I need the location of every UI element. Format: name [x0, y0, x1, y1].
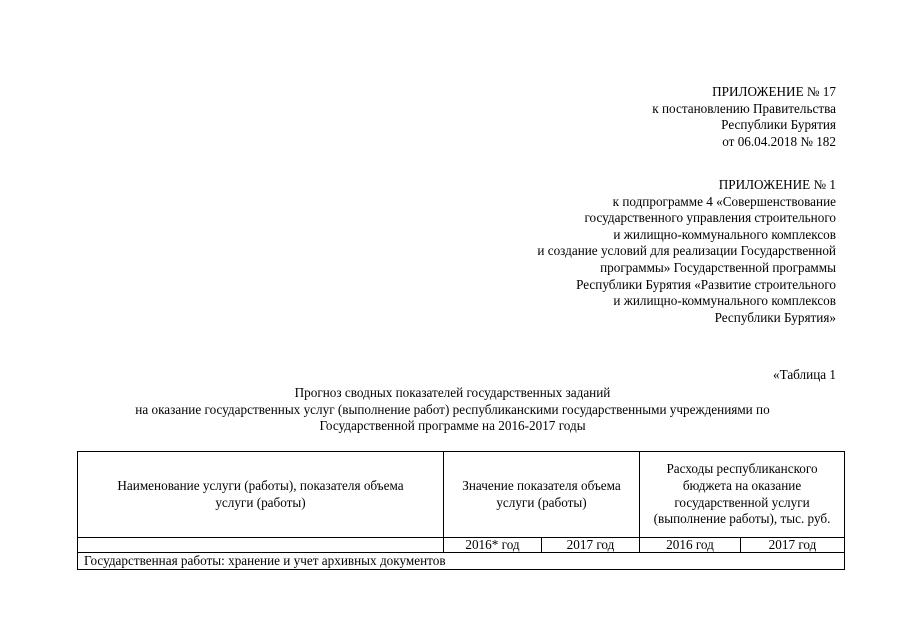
- appendix-1-line: и жилищно-коммунального комплексов: [613, 226, 836, 242]
- title-line: на оказание государственных услуг (выполнение работ) республиканскими государственными учреждениями по: [135, 401, 770, 417]
- appendix-17-date: от 06.04.2018 № 182: [722, 133, 836, 149]
- header-budget-expenses: Расходы республиканского бюджета на оказание государственной услуги (выполнение работы), тыс. руб.: [640, 452, 845, 538]
- appendix-1-line: программы» Государственной программы: [600, 259, 836, 275]
- work-section-title: Государственная работы: хранение и учет архивных документов: [78, 553, 845, 570]
- appendix-1-line: Республики Бурятия»: [714, 309, 836, 325]
- appendix-17-line: к постановлению Правительства: [652, 100, 836, 116]
- header-indicator-value: Значение показателя объема услуги (работы): [444, 452, 640, 538]
- appendix-1-line: и создание условий для реализации Государственной: [537, 243, 836, 259]
- appendix-1-line: государственного управления строительного: [584, 210, 836, 226]
- appendix-17-title: ПРИЛОЖЕНИЕ № 17: [712, 84, 836, 99]
- forecast-table: [77, 451, 845, 570]
- subheader-year: 2017 год: [741, 538, 845, 553]
- appendix-17-header: [652, 84, 836, 150]
- subheader-year: 2016 год: [640, 538, 741, 553]
- appendix-1-header: [537, 177, 836, 326]
- subheader-year: 2017 год: [542, 538, 640, 553]
- appendix-1-title: ПРИЛОЖЕНИЕ № 1: [718, 177, 836, 192]
- document-title: [60, 385, 845, 435]
- title-line: Государственной программе на 2016-2017 годы: [319, 418, 586, 434]
- table-row: [78, 553, 845, 570]
- table-number-label: «Таблица 1: [773, 367, 836, 382]
- table-subheader-row: [78, 538, 845, 553]
- table-header-row: [78, 452, 845, 538]
- header-empty-cell: [78, 538, 444, 553]
- appendix-17-line: Республики Бурятия: [721, 117, 836, 133]
- appendix-1-line: и жилищно-коммунального комплексов: [613, 293, 836, 309]
- table-number: [773, 367, 836, 384]
- subheader-year: 2016* год: [444, 538, 542, 553]
- appendix-1-line: Республики Бурятия «Развитие строительного: [576, 276, 836, 292]
- appendix-1-line: к подпрограмме 4 «Совершенствование: [612, 193, 836, 209]
- header-service-name: Наименование услуги (работы), показателя объема услуги (работы): [78, 452, 444, 538]
- title-line: Прогноз сводных показателей государственных заданий: [294, 385, 611, 400]
